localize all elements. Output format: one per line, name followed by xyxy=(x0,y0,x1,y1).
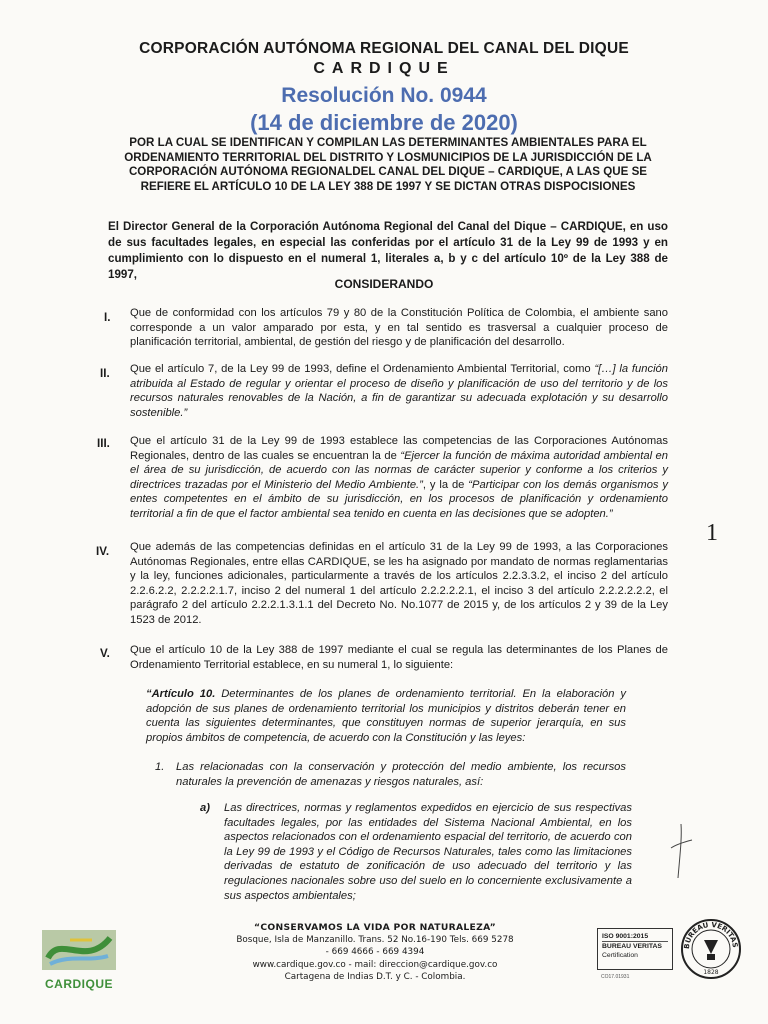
logo-text: CARDIQUE xyxy=(44,977,113,991)
article-text: Determinantes de los planes de ordenamiento territorial. En la elaboración y adopción de sus planes de ordenamiento territorial los municipios y distritos deberán tener en cuenta las siguientes determinantes, que constituyen normas de superior jerarquía, en sus propios ámbitos de competencia, de acuerdo con la Constitución y las leyes: xyxy=(146,688,626,744)
considerando-item xyxy=(130,362,668,420)
resolution-number: Resolución No. 0944 xyxy=(281,84,487,107)
resolution-subject: POR LA CUAL SE IDENTIFICAN Y COMPILAN LAS DETERMINANTES AMBIENTALES PARA EL ORDENAMIENTO TERRITORIAL DEL DISTRITO Y LOSMUNICIPIOS DE LA JURISDICCIÓN DE LA CORPORACIÓN AUTÓNOMA REGIONALDEL CANAL DEL DIQUE – CARDIQUE, A LAS QUE SE REFIERE EL ARTÍCULO 10 DE LA LEY 388 DE 1997 Y SE DICTAN OTRAS DISPOCISIONES xyxy=(124,136,652,193)
certifier-name: BUREAU VERITAS xyxy=(602,943,662,950)
bureau-veritas-seal xyxy=(680,918,742,980)
page-number: 1 xyxy=(706,520,718,546)
footer-web: www.cardique.gov.co - mail: direccion@cardique.gov.co xyxy=(252,959,498,970)
certification-code: CO17.01931 xyxy=(601,974,630,980)
point-number: 1. xyxy=(155,761,165,773)
item-quote: “[…] la función atribuida al Estado de regular y orientar el proceso de diseño y planificación de uso del territorio y de los recursos naturales renovables de la Nación, a fin de garantizar su adecuada explotación y su desarrollo sostenible.” xyxy=(130,363,668,419)
considerando-item: Que de conformidad con los artículos 79 y 80 de la Constitución Política de Colombia, el ambiente sano corresponde a un valor amparado por esta, y en tal sentido es trasversal a cualquier proceso de planificación territorial, ambiental, de gestión del riesgo y de planificación del desarrollo. xyxy=(130,307,668,349)
org-name: CORPORACIÓN AUTÓNOMA REGIONAL DEL CANAL DEL DIQUE xyxy=(139,40,629,57)
item-number: V. xyxy=(100,647,110,660)
item-number: I. xyxy=(104,311,111,324)
considerando-item: Que el artículo 10 de la Ley 388 de 1997 mediante el cual se regula las determinantes de los Planes de Ordenamiento Territorial establece, en su numeral 1, lo siguiente: xyxy=(130,644,668,671)
item-text: , y la de xyxy=(422,478,469,491)
handwritten-initial-mark xyxy=(668,822,694,880)
item-number: III. xyxy=(97,437,110,450)
cardique-logo-mark xyxy=(40,928,118,972)
point-text: Las relacionadas con la conservación y protección del medio ambiente, los recursos naturales la prevención de amenazas y riesgos naturales, así: xyxy=(176,761,626,788)
iso-certification-box xyxy=(597,928,673,970)
footer-motto: “CONSERVAMOS LA VIDA POR NATURALEZA” xyxy=(254,922,496,933)
seal-year: 1828 xyxy=(703,969,719,976)
article-heading: “Artículo 10. xyxy=(146,688,216,700)
item-quote: “Ejercer la función de máxima autoridad ambiental en el área de su jurisdicción, de acuerdo con las normas de carácter superior y conforme a los criterios y directrices trazadas por el Ministerio del Medio Ambiente.” xyxy=(130,449,668,491)
item-number: II. xyxy=(100,367,110,380)
subpoint-text: Las directrices, normas y reglamentos expedidos en ejercicio de sus respectivas facultades legales, por las entidades del Sistema Nacional Ambiental, en los aspectos relacionados con el ordenamiento espacial del territorio, de acuerdo con la Ley 99 de 1993 y el Código de Recursos Naturales, tales como las limitaciones derivadas de estatuto de zonificación de uso adecuado del territorio y las regulaciones nacionales sobre uso del suelo en lo concerniente exclusivamente a sus aspectos ambientales; xyxy=(224,802,632,902)
considerando-item xyxy=(130,434,668,522)
item-number: IV. xyxy=(96,545,110,558)
considerando-item: Que además de las competencias definidas en el artículo 31 de la Ley 99 de 1993, a las Corporaciones Autónomas Regionales, entre ellas CARDIQUE, se les ha asignado por mandato de normas reglamentarias y la ley, funciones adicionales, particularmente a través de los artículos 2.2.3.3.2, el inciso 2 del artículo 2.2.6.2.2, 2.2.2.2.1.7, inciso 2 del numeral 1 del artículo 2.2.2.2.2.1, el inciso 3 del artículo 2.2.2.2.2.2, el parágrafo 2 del artículo 2.2.2.1.3.1.1 del Decreto No. No.1077 de 2015 y, de los artículos 2 y 39 de la Ley 1523 de 2012. xyxy=(130,541,668,626)
footer-city: Cartagena de Indias D.T. y C. - Colombia. xyxy=(284,971,466,982)
article-10-quote xyxy=(146,687,626,745)
considerando-heading: CONSIDERANDO xyxy=(334,277,434,291)
org-acronym: CARDIQUE xyxy=(313,60,455,77)
item-text: Que el artículo 7, de la Ley 99 de 1993, define el Ordenamiento Ambiental Territorial, como xyxy=(130,363,595,375)
preamble: El Director General de la Corporación Autónoma Regional del Canal del Dique – CARDIQUE, en uso de sus facultades legales, en especial las conferidas por el artículo 31 de la Ley 99 de 1993 y en cumplimiento con lo dispuesto en el numeral 1, literales a, b y c del artículo 10º de la Ley 388 de 1997, xyxy=(108,220,668,281)
iso-standard: ISO 9001:2015 xyxy=(602,932,668,942)
resolution-date: (14 de diciembre de 2020) xyxy=(250,110,518,135)
footer xyxy=(200,922,550,983)
item-text: Que el artículo 31 de la Ley 99 de 1993 establece las competencias de las Corporaciones Autónomas Regionales, dentro de las cuales se encuentran la de xyxy=(130,435,668,462)
subpoint-letter: a) xyxy=(200,802,210,814)
cardique-logo xyxy=(40,928,118,990)
footer-phones: - 669 4666 - 669 4394 xyxy=(325,947,425,958)
item-quote: “Participar con los demás organismos y entes competentes en el ámbito de su jurisdicción, en los procesos de planificación y ordenamiento territorial a fin de que el factor ambiental sea tenido en cuenta en las decisiones que se adopten.” xyxy=(130,478,669,520)
certification-label: Certification xyxy=(602,952,638,959)
footer-address: Bosque, Isla de Manzanillo. Trans. 52 No.16-190 Tels. 669 5278 xyxy=(236,935,514,946)
seal-arc-textpath: BUREAU VERITAS xyxy=(682,920,740,950)
